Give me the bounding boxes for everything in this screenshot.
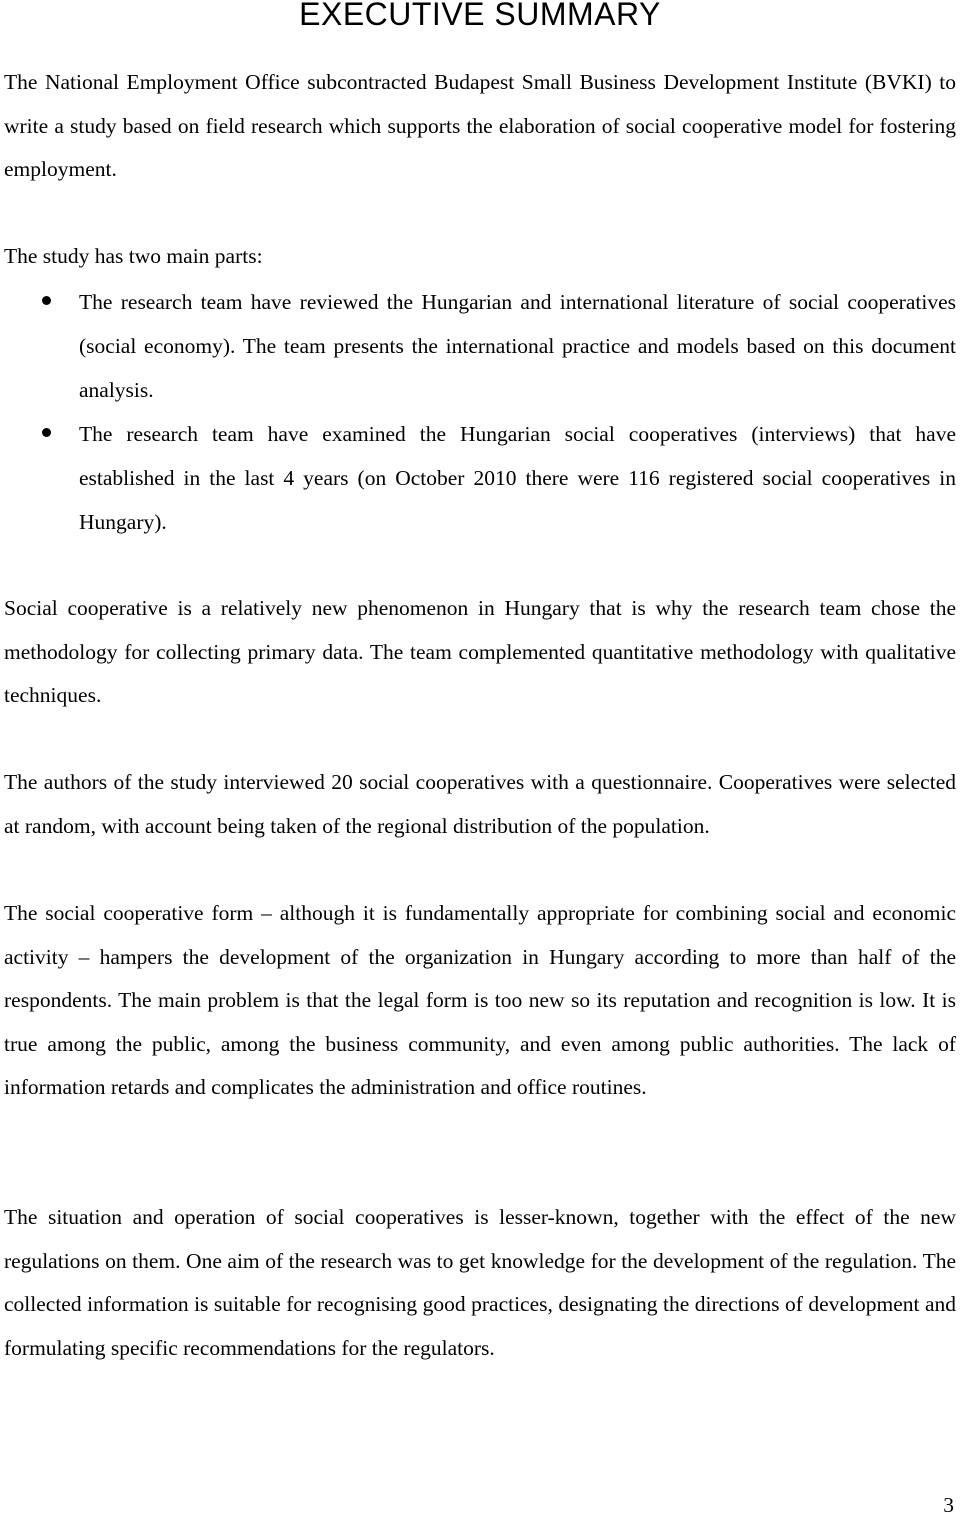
paragraph-intro: The National Employment Office subcontracted Budapest Small Business Development Institute (BVKI) to write a study based on field research which supports the elaboration of social cooperative model for fostering employment. [4,70,956,182]
paragraph-study-parts: The study has two main parts: [4,244,263,268]
list-item [0,412,956,544]
bullet-icon [42,296,51,305]
paragraph-legal-form: The social cooperative form – although it is fundamentally appropriate for combining social and economic activity – hampers the development of the organization in Hungary according to more than half of the respondents. The main problem is that the legal form is too new so its reputation and recognition is low. It is true among the public, among the business community, and even among public authorities. The lack of information retards and complicates the administration and office routines. [4,901,956,1100]
paragraph-regulation: The situation and operation of social cooperatives is lesser-known, together with the effect of the new regulations on them. One aim of the research was to get knowledge for the development of the regulation. The collected information is suitable for recognising good practices, designating the directions of development and formulating specific recommendations for the regulators. [4,1205,956,1360]
list-item-text: The research team have reviewed the Hungarian and international literature of social cooperatives (social economy). The team presents the international practice and models based on this document analysis. [79,290,956,402]
paragraph-interviews: The authors of the study interviewed 20 social cooperatives with a questionnaire. Cooperatives were selected at random, with account being taken of the regional distribution of the population. [4,770,956,838]
page-number: 3 [943,1493,954,1517]
study-parts-list [0,280,960,544]
page-title: EXECUTIVE SUMMARY [299,0,661,32]
list-item [0,280,956,412]
paragraph-methodology: Social cooperative is a relatively new phenomenon in Hungary that is why the research team chose the methodology for collecting primary data. The team complemented quantitative methodology with qualitative techniques. [4,596,956,708]
list-item-text: The research team have examined the Hungarian social cooperatives (interviews) that have established in the last 4 years (on October 2010 there were 116 registered social cooperatives in Hungary). [79,422,956,534]
bullet-icon [42,428,51,437]
